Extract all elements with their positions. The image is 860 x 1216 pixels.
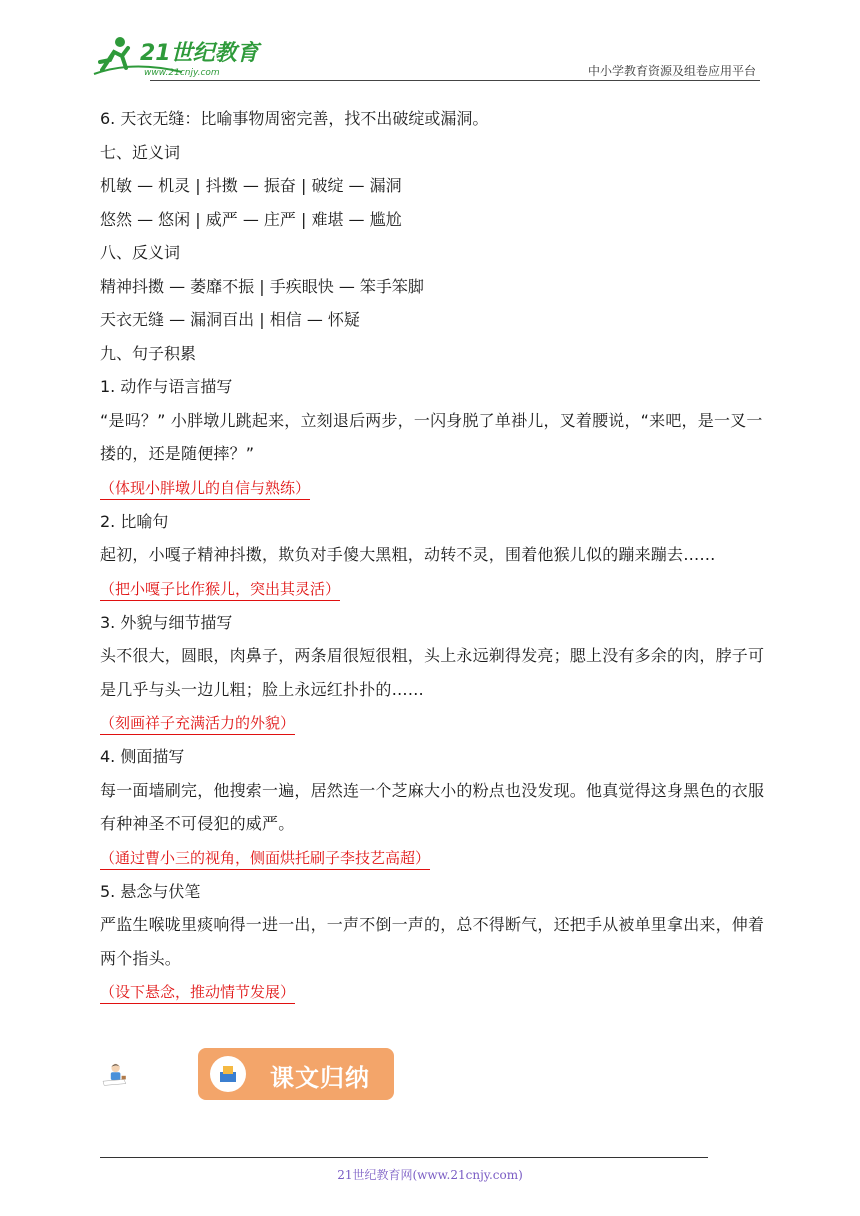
antonyms-row-1: 精神抖擞 — 萎靡不振 | 手疾眼快 — 笨手笨脚 <box>100 276 424 296</box>
subheading-4: 4. 侧面描写 <box>100 747 185 766</box>
page-header <box>0 0 860 90</box>
antonyms-row-2: 天衣无缝 — 漏洞百出 | 相信 — 怀疑 <box>100 310 360 329</box>
subheading-1: 1. 动作与语言描写 <box>100 377 233 396</box>
svg-text:21世纪教育: 21世纪教育 <box>140 41 259 66</box>
student-writing-illustration <box>100 1034 190 1114</box>
sentence-4: 每一面墙刷完，他搜索一遍，居然连一个芝麻大小的粉点也没发现。他真觉得这身黑色的衣服有种神圣不可侵犯的威严。 <box>100 780 765 833</box>
sentence-5: 严监生喉咙里痰响得一进一出，一声不倒一声的，总不得断气，还把手从被单里拿出来，伸着两个指头。 <box>100 915 765 968</box>
book-icon <box>210 1056 246 1092</box>
sentence-3: 头不很大，圆眼，肉鼻子，两条眉很短很粗，头上永远剃得发亮；腮上没有多余的肉，脖子可是几乎与头一边儿粗；脸上永远红扑扑的…… <box>100 646 765 699</box>
subheading-2: 2. 比喻句 <box>100 511 169 531</box>
logo <box>92 30 272 80</box>
synonyms-row-2: 悠然 — 悠闲 | 威严 — 庄严 | 难堪 — 尴尬 <box>100 209 402 229</box>
sentence-1: “是吗？” 小胖墩儿跳起来，立刻退后两步，一闪身脱了单褂儿，叉着腰说，“来吧，是一叉一搂的，还是随便摔？” <box>100 410 763 463</box>
footer-divider <box>100 1157 708 1158</box>
annotation-2: （把小嘎子比作猴儿，突出其灵活） <box>100 578 340 601</box>
section-antonyms-heading: 八、反义词 <box>100 243 181 262</box>
sentence-2: 起初，小嘎子精神抖擞，欺负对手傻大黑粗，动转不灵，围着他猴儿似的蹦来蹦去…… <box>100 545 716 564</box>
section-sentences-heading: 九、句子积累 <box>100 343 197 363</box>
item-6-definition: 6. 天衣无缝：比喻事物周密完善，找不出破绽或漏洞。 <box>100 109 489 128</box>
footer-site-text: 21世纪教育网(www.21cnjy.com) <box>337 1168 523 1182</box>
header-divider <box>150 80 760 81</box>
annotation-1: （体现小胖墩儿的自信与熟练） <box>100 477 310 500</box>
annotation-4: （通过曹小三的视角，侧面烘托刷子李技艺高超） <box>100 847 430 870</box>
annotation-3: （刻画祥子充满活力的外貌） <box>100 712 295 735</box>
section-banner <box>198 1048 394 1100</box>
subheading-5: 5. 悬念与伏笔 <box>100 881 201 901</box>
document-body <box>100 102 770 1009</box>
header-platform-text: 中小学教育资源及组卷应用平台 <box>587 64 756 78</box>
subheading-3: 3. 外貌与细节描写 <box>100 612 233 632</box>
svg-text:www.21cnjy.com: www.21cnjy.com <box>144 68 220 78</box>
banner-label: 课文归纳 <box>270 1064 370 1092</box>
synonyms-row-1: 机敏 — 机灵 | 抖擞 — 振奋 | 破绽 — 漏洞 <box>100 176 402 195</box>
annotation-5: （设下悬念，推动情节发展） <box>100 981 295 1004</box>
section-synonyms-heading: 七、近义词 <box>100 142 181 162</box>
